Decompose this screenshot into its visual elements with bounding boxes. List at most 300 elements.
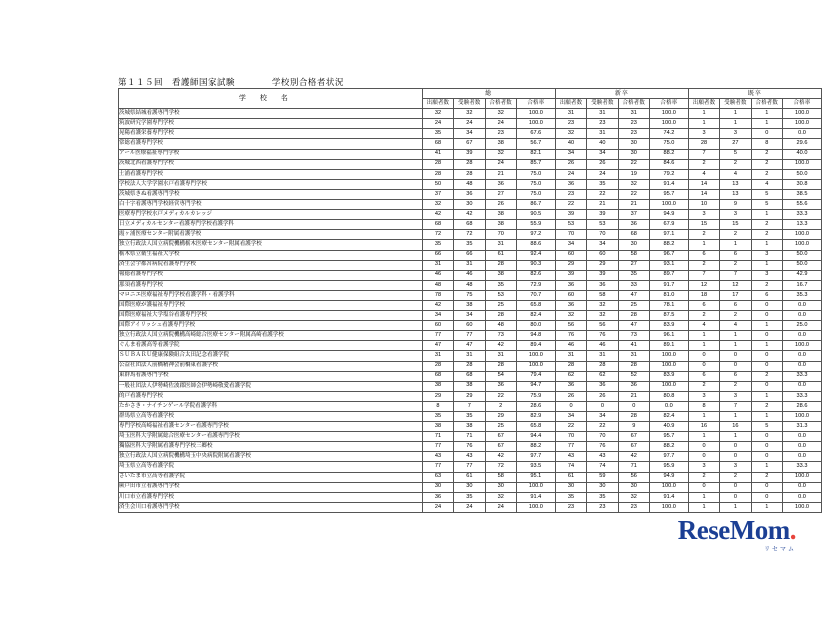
value-cell: 2 [688, 230, 719, 240]
table-row [119, 240, 822, 250]
value-cell: 24 [422, 119, 453, 129]
value-cell: 68 [422, 139, 453, 149]
school-name-cell: 蕨戸田市立看護専門学校 [119, 482, 423, 492]
value-cell: 31.3 [782, 422, 821, 432]
value-cell: 0 [555, 401, 586, 411]
value-cell: 23 [587, 502, 618, 512]
value-cell: 15 [720, 220, 751, 230]
value-cell: 24 [422, 502, 453, 512]
value-cell: 65.8 [516, 300, 555, 310]
value-cell: 7 [454, 401, 485, 411]
value-cell: 90.5 [516, 210, 555, 220]
table-row [119, 189, 822, 199]
value-cell: 1 [688, 240, 719, 250]
value-cell: 28.6 [782, 401, 821, 411]
value-cell: 74 [555, 462, 586, 472]
value-cell: 1 [751, 119, 782, 129]
value-cell: 43 [454, 452, 485, 462]
value-cell: 27 [618, 260, 649, 270]
value-cell: 35 [454, 412, 485, 422]
school-name-cell: 土浦看護専門学校 [119, 169, 423, 179]
value-cell: 95.7 [649, 432, 688, 442]
value-cell: 0 [720, 351, 751, 361]
column-header-total-passers: 合格者数 [485, 99, 516, 109]
value-cell: 2 [751, 220, 782, 230]
value-cell: 75 [454, 290, 485, 300]
value-cell: 0.0 [782, 452, 821, 462]
value-cell: 71 [618, 462, 649, 472]
value-cell: 0 [751, 311, 782, 321]
table-row [119, 109, 822, 119]
value-cell: 1 [720, 119, 751, 129]
document-title [118, 76, 344, 88]
value-cell: 32 [422, 109, 453, 119]
value-cell: 30 [454, 200, 485, 210]
value-cell: 71 [422, 432, 453, 442]
value-cell: 0 [618, 401, 649, 411]
value-cell: 2 [720, 472, 751, 482]
value-cell: 25.0 [782, 321, 821, 331]
value-cell: 34 [454, 311, 485, 321]
value-cell: 37 [422, 189, 453, 199]
value-cell: 0.0 [782, 442, 821, 452]
value-cell: 13 [720, 189, 751, 199]
value-cell: 100.0 [649, 381, 688, 391]
value-cell: 100.0 [782, 341, 821, 351]
value-cell: 35 [454, 240, 485, 250]
value-cell: 58 [618, 250, 649, 260]
column-header-repeat-examinees: 受験者数 [720, 99, 751, 109]
value-cell: 3 [751, 270, 782, 280]
value-cell: 3 [720, 391, 751, 401]
value-cell: 31 [618, 109, 649, 119]
column-header-repeat-passers: 合格者数 [751, 99, 782, 109]
value-cell: 22 [485, 391, 516, 401]
value-cell: 3 [688, 129, 719, 139]
value-cell: 100.0 [516, 119, 555, 129]
logo-tagline: リセマム [764, 547, 796, 553]
table-row [119, 250, 822, 260]
value-cell: 1 [751, 502, 782, 512]
value-cell: 100.0 [516, 361, 555, 371]
value-cell: 92.4 [516, 250, 555, 260]
value-cell: 5 [751, 189, 782, 199]
value-cell: 48 [454, 179, 485, 189]
value-cell: 1 [751, 391, 782, 401]
value-cell: 47 [454, 341, 485, 351]
value-cell: 31 [555, 351, 586, 361]
value-cell: 4 [720, 169, 751, 179]
value-cell: 68 [618, 230, 649, 240]
value-cell: 31 [587, 109, 618, 119]
column-header-total-applicants: 出願者数 [422, 99, 453, 109]
value-cell: 0 [751, 361, 782, 371]
value-cell: 23 [555, 189, 586, 199]
value-cell: 74 [587, 462, 618, 472]
value-cell: 78.1 [649, 300, 688, 310]
school-name-cell: たかさき・ナイチンゲール学院看護学科 [119, 401, 423, 411]
value-cell: 53 [587, 220, 618, 230]
column-header-new-rate: 合格率 [649, 99, 688, 109]
value-cell: 23 [618, 129, 649, 139]
value-cell: 0.0 [782, 311, 821, 321]
value-cell: 100.0 [649, 109, 688, 119]
value-cell: 21 [618, 200, 649, 210]
value-cell: 93.5 [516, 462, 555, 472]
school-name-cell: 済生会川口看護専門学校 [119, 502, 423, 512]
value-cell: 0 [751, 300, 782, 310]
school-name-cell: 筑波研究学園専門学校 [119, 119, 423, 129]
value-cell: 30 [485, 482, 516, 492]
value-cell: 34 [422, 311, 453, 321]
value-cell: 33.3 [782, 391, 821, 401]
value-cell: 67.6 [516, 129, 555, 139]
value-cell: 16 [688, 422, 719, 432]
value-cell: 2 [485, 401, 516, 411]
value-cell: 25 [618, 300, 649, 310]
school-name-cell: 済生会宇都宮病院看護専門学校 [119, 260, 423, 270]
value-cell: 91.7 [649, 280, 688, 290]
value-cell: 10 [688, 200, 719, 210]
value-cell: 27 [720, 139, 751, 149]
value-cell: 26 [587, 159, 618, 169]
results-table [118, 88, 822, 513]
value-cell: 5 [720, 149, 751, 159]
value-cell: 1 [720, 240, 751, 250]
value-cell: 3 [688, 462, 719, 472]
value-cell: 32 [587, 300, 618, 310]
school-name-cell: 学校法人大学学園水戸看護専門学校 [119, 179, 423, 189]
value-cell: 42 [422, 210, 453, 220]
table-row [119, 139, 822, 149]
school-name-cell: 川口市立看護専門学校 [119, 492, 423, 502]
value-cell: 100.0 [516, 109, 555, 119]
value-cell: 34 [587, 412, 618, 422]
value-cell: 28 [485, 361, 516, 371]
table-body [119, 109, 822, 513]
value-cell: 0.0 [649, 401, 688, 411]
table-row [119, 462, 822, 472]
value-cell: 6 [720, 250, 751, 260]
value-cell: 2 [720, 159, 751, 169]
value-cell: 28 [688, 139, 719, 149]
value-cell: 26 [555, 391, 586, 401]
value-cell: 0.0 [782, 331, 821, 341]
value-cell: 46 [555, 341, 586, 351]
value-cell: 66 [422, 250, 453, 260]
value-cell: 3 [688, 391, 719, 401]
value-cell: 36 [555, 300, 586, 310]
value-cell: 47 [422, 341, 453, 351]
value-cell: 24 [485, 502, 516, 512]
value-cell: 1 [688, 109, 719, 119]
school-name-cell: 群馬県立高等看護学校 [119, 412, 423, 422]
value-cell: 100.0 [782, 502, 821, 512]
value-cell: 76 [587, 331, 618, 341]
value-cell: 34 [555, 240, 586, 250]
value-cell: 58 [587, 290, 618, 300]
value-cell: 22 [618, 189, 649, 199]
value-cell: 70 [587, 230, 618, 240]
value-cell: 56.7 [516, 139, 555, 149]
value-cell: 94.9 [649, 210, 688, 220]
value-cell: 71 [454, 432, 485, 442]
value-cell: 67 [485, 432, 516, 442]
value-cell: 34 [555, 412, 586, 422]
value-cell: 65.8 [516, 422, 555, 432]
school-name-cell: 東群馬看護専門学校 [119, 371, 423, 381]
value-cell: 82.6 [516, 270, 555, 280]
value-cell: 2 [720, 230, 751, 240]
table-row [119, 290, 822, 300]
value-cell: 34 [454, 129, 485, 139]
table-row [119, 270, 822, 280]
value-cell: 42 [422, 300, 453, 310]
value-cell: 97.7 [649, 452, 688, 462]
value-cell: 0.0 [782, 482, 821, 492]
value-cell: 9 [720, 200, 751, 210]
school-name-cell: 日立メディカルセンター看護専門学校看護学科 [119, 220, 423, 230]
table-row [119, 169, 822, 179]
value-cell: 68 [422, 371, 453, 381]
value-cell: 0.0 [782, 351, 821, 361]
value-cell: 21 [618, 391, 649, 401]
value-cell: 30 [422, 482, 453, 492]
value-cell: 23 [555, 119, 586, 129]
column-header-school: 学校名 [119, 89, 423, 109]
value-cell: 72 [454, 230, 485, 240]
value-cell: 32 [555, 129, 586, 139]
value-cell: 95.7 [649, 189, 688, 199]
value-cell: 31 [422, 351, 453, 361]
value-cell: 35.3 [782, 290, 821, 300]
value-cell: 35 [618, 270, 649, 280]
column-header-new-applicants: 出願者数 [555, 99, 586, 109]
value-cell: 33.3 [782, 371, 821, 381]
value-cell: 100.0 [649, 200, 688, 210]
value-cell: 1 [688, 119, 719, 129]
school-name-cell: アール医療福祉専門学校 [119, 149, 423, 159]
value-cell: 1 [720, 331, 751, 341]
table-row [119, 502, 822, 512]
value-cell: 33.3 [782, 210, 821, 220]
value-cell: 66 [454, 250, 485, 260]
value-cell: 1 [688, 341, 719, 351]
school-name-cell: さいたま市立高等看護学院 [119, 472, 423, 482]
value-cell: 24 [555, 169, 586, 179]
table-row [119, 311, 822, 321]
value-cell: 88.2 [516, 442, 555, 452]
value-cell: 77 [422, 331, 453, 341]
value-cell: 24 [454, 502, 485, 512]
school-name-cell: 専門学校高崎福祉看護センター看護専門学校 [119, 422, 423, 432]
school-name-cell: 埼玉医科大学附属総合医療センター看護専門学校 [119, 432, 423, 442]
value-cell: 1 [688, 412, 719, 422]
value-cell: 2 [751, 280, 782, 290]
table-row [119, 179, 822, 189]
value-cell: 2 [751, 401, 782, 411]
value-cell: 43 [587, 452, 618, 462]
value-cell: 29.6 [782, 139, 821, 149]
school-name-cell: 茨城県結城看護専門学校 [119, 109, 423, 119]
value-cell: 29 [454, 391, 485, 401]
value-cell: 100.0 [649, 482, 688, 492]
value-cell: 91.4 [649, 492, 688, 502]
value-cell: 8 [751, 139, 782, 149]
school-name-cell: ＳＵＢＡＲＵ健康保険組合太田記念看護学院 [119, 351, 423, 361]
value-cell: 77 [422, 462, 453, 472]
value-cell: 24 [587, 169, 618, 179]
value-cell: 28 [422, 159, 453, 169]
value-cell: 83.9 [649, 321, 688, 331]
value-cell: 21 [587, 200, 618, 210]
group-header-new: 新卒 [555, 89, 688, 99]
value-cell: 15 [688, 220, 719, 230]
value-cell: 27 [485, 189, 516, 199]
school-name-cell: 国際医療福祉大学塩谷看護専門学校 [119, 311, 423, 321]
value-cell: 100.0 [782, 159, 821, 169]
value-cell: 75.0 [649, 139, 688, 149]
value-cell: 1 [751, 462, 782, 472]
school-name-cell: 栃木県立衛生福祉大学校 [119, 250, 423, 260]
school-name-cell: ぐんま看護高等看護学院 [119, 341, 423, 351]
value-cell: 67.9 [649, 220, 688, 230]
value-cell: 39 [587, 210, 618, 220]
value-cell: 75.0 [516, 169, 555, 179]
value-cell: 42 [485, 452, 516, 462]
value-cell: 34 [555, 149, 586, 159]
value-cell: 29 [587, 260, 618, 270]
value-cell: 30 [618, 240, 649, 250]
value-cell: 38 [454, 300, 485, 310]
table-row [119, 331, 822, 341]
value-cell: 61 [485, 250, 516, 260]
school-name-cell: 国際アイリッシュ看護専門学校 [119, 321, 423, 331]
value-cell: 36 [618, 220, 649, 230]
school-name-cell: マロニエ医療福祉専門学校看護学科・看護学科 [119, 290, 423, 300]
value-cell: 30 [618, 149, 649, 159]
value-cell: 22 [555, 422, 586, 432]
value-cell: 81.0 [649, 290, 688, 300]
value-cell: 2 [751, 149, 782, 159]
value-cell: 26 [587, 391, 618, 401]
value-cell: 95.9 [649, 462, 688, 472]
value-cell: 80.8 [649, 391, 688, 401]
value-cell: 30.8 [782, 179, 821, 189]
value-cell: 7 [688, 149, 719, 159]
table-row [119, 401, 822, 411]
value-cell: 36 [422, 492, 453, 502]
value-cell: 32 [618, 179, 649, 189]
value-cell: 28.6 [516, 401, 555, 411]
school-name-cell: 常総看護専門学校 [119, 139, 423, 149]
value-cell: 100.0 [516, 351, 555, 361]
table-row [119, 159, 822, 169]
value-cell: 100.0 [782, 119, 821, 129]
value-cell: 35 [422, 412, 453, 422]
value-cell: 42 [618, 452, 649, 462]
value-cell: 54 [485, 371, 516, 381]
value-cell: 68 [422, 220, 453, 230]
value-cell: 39 [454, 149, 485, 159]
value-cell: 53 [555, 220, 586, 230]
value-cell: 87.5 [649, 311, 688, 321]
value-cell: 28 [485, 260, 516, 270]
value-cell: 28 [587, 361, 618, 371]
value-cell: 5 [751, 200, 782, 210]
value-cell: 0 [751, 432, 782, 442]
value-cell: 28 [454, 159, 485, 169]
value-cell: 50.0 [782, 260, 821, 270]
value-cell: 36 [555, 280, 586, 290]
value-cell: 33.3 [782, 462, 821, 472]
value-cell: 48 [454, 280, 485, 290]
table-row [119, 492, 822, 502]
value-cell: 42 [485, 341, 516, 351]
column-header-repeat-rate: 合格率 [782, 99, 821, 109]
value-cell: 12 [720, 280, 751, 290]
value-cell: 23 [485, 129, 516, 139]
value-cell: 94.7 [516, 381, 555, 391]
value-cell: 100.0 [649, 361, 688, 371]
value-cell: 100.0 [782, 230, 821, 240]
value-cell: 47 [618, 290, 649, 300]
value-cell: 53 [485, 290, 516, 300]
column-header-new-passers: 合格者数 [618, 99, 649, 109]
table-row [119, 452, 822, 462]
value-cell: 68 [454, 371, 485, 381]
value-cell: 22 [618, 159, 649, 169]
column-header-total-rate: 合格率 [516, 99, 555, 109]
school-name-cell: 独立行政法人国立病院機構栃木医療センター附属看護学校 [119, 240, 423, 250]
table-row [119, 210, 822, 220]
value-cell: 2 [688, 260, 719, 270]
table-row [119, 412, 822, 422]
value-cell: 6 [751, 290, 782, 300]
value-cell: 4 [720, 321, 751, 331]
value-cell: 1 [751, 341, 782, 351]
school-name-cell: 晃陽看護栄養専門学校 [119, 129, 423, 139]
value-cell: 38.5 [782, 189, 821, 199]
value-cell: 35 [587, 179, 618, 189]
value-cell: 36 [555, 381, 586, 391]
value-cell: 0 [751, 381, 782, 391]
value-cell: 60 [555, 290, 586, 300]
school-name-cell: 医療専門学校水戸メディカルカレッジ [119, 210, 423, 220]
value-cell: 1 [688, 502, 719, 512]
school-name-cell: 白十字看護専門学校経営専門学校 [119, 200, 423, 210]
value-cell: 0.0 [782, 361, 821, 371]
value-cell: 2 [751, 169, 782, 179]
value-cell: 22 [587, 422, 618, 432]
value-cell: 2 [688, 159, 719, 169]
value-cell: 2 [751, 472, 782, 482]
value-cell: 60 [587, 250, 618, 260]
value-cell: 41 [422, 149, 453, 159]
table-row [119, 321, 822, 331]
document-subtitle: 学校別合格者状況 [271, 77, 344, 87]
value-cell: 40 [587, 139, 618, 149]
value-cell: 39 [555, 210, 586, 220]
resemom-logo [678, 515, 796, 553]
value-cell: 59 [587, 472, 618, 482]
value-cell: 56 [587, 321, 618, 331]
value-cell: 82.4 [649, 412, 688, 422]
value-cell: 32 [485, 492, 516, 502]
value-cell: 67 [454, 139, 485, 149]
value-cell: 38 [454, 422, 485, 432]
value-cell: 76 [587, 442, 618, 452]
